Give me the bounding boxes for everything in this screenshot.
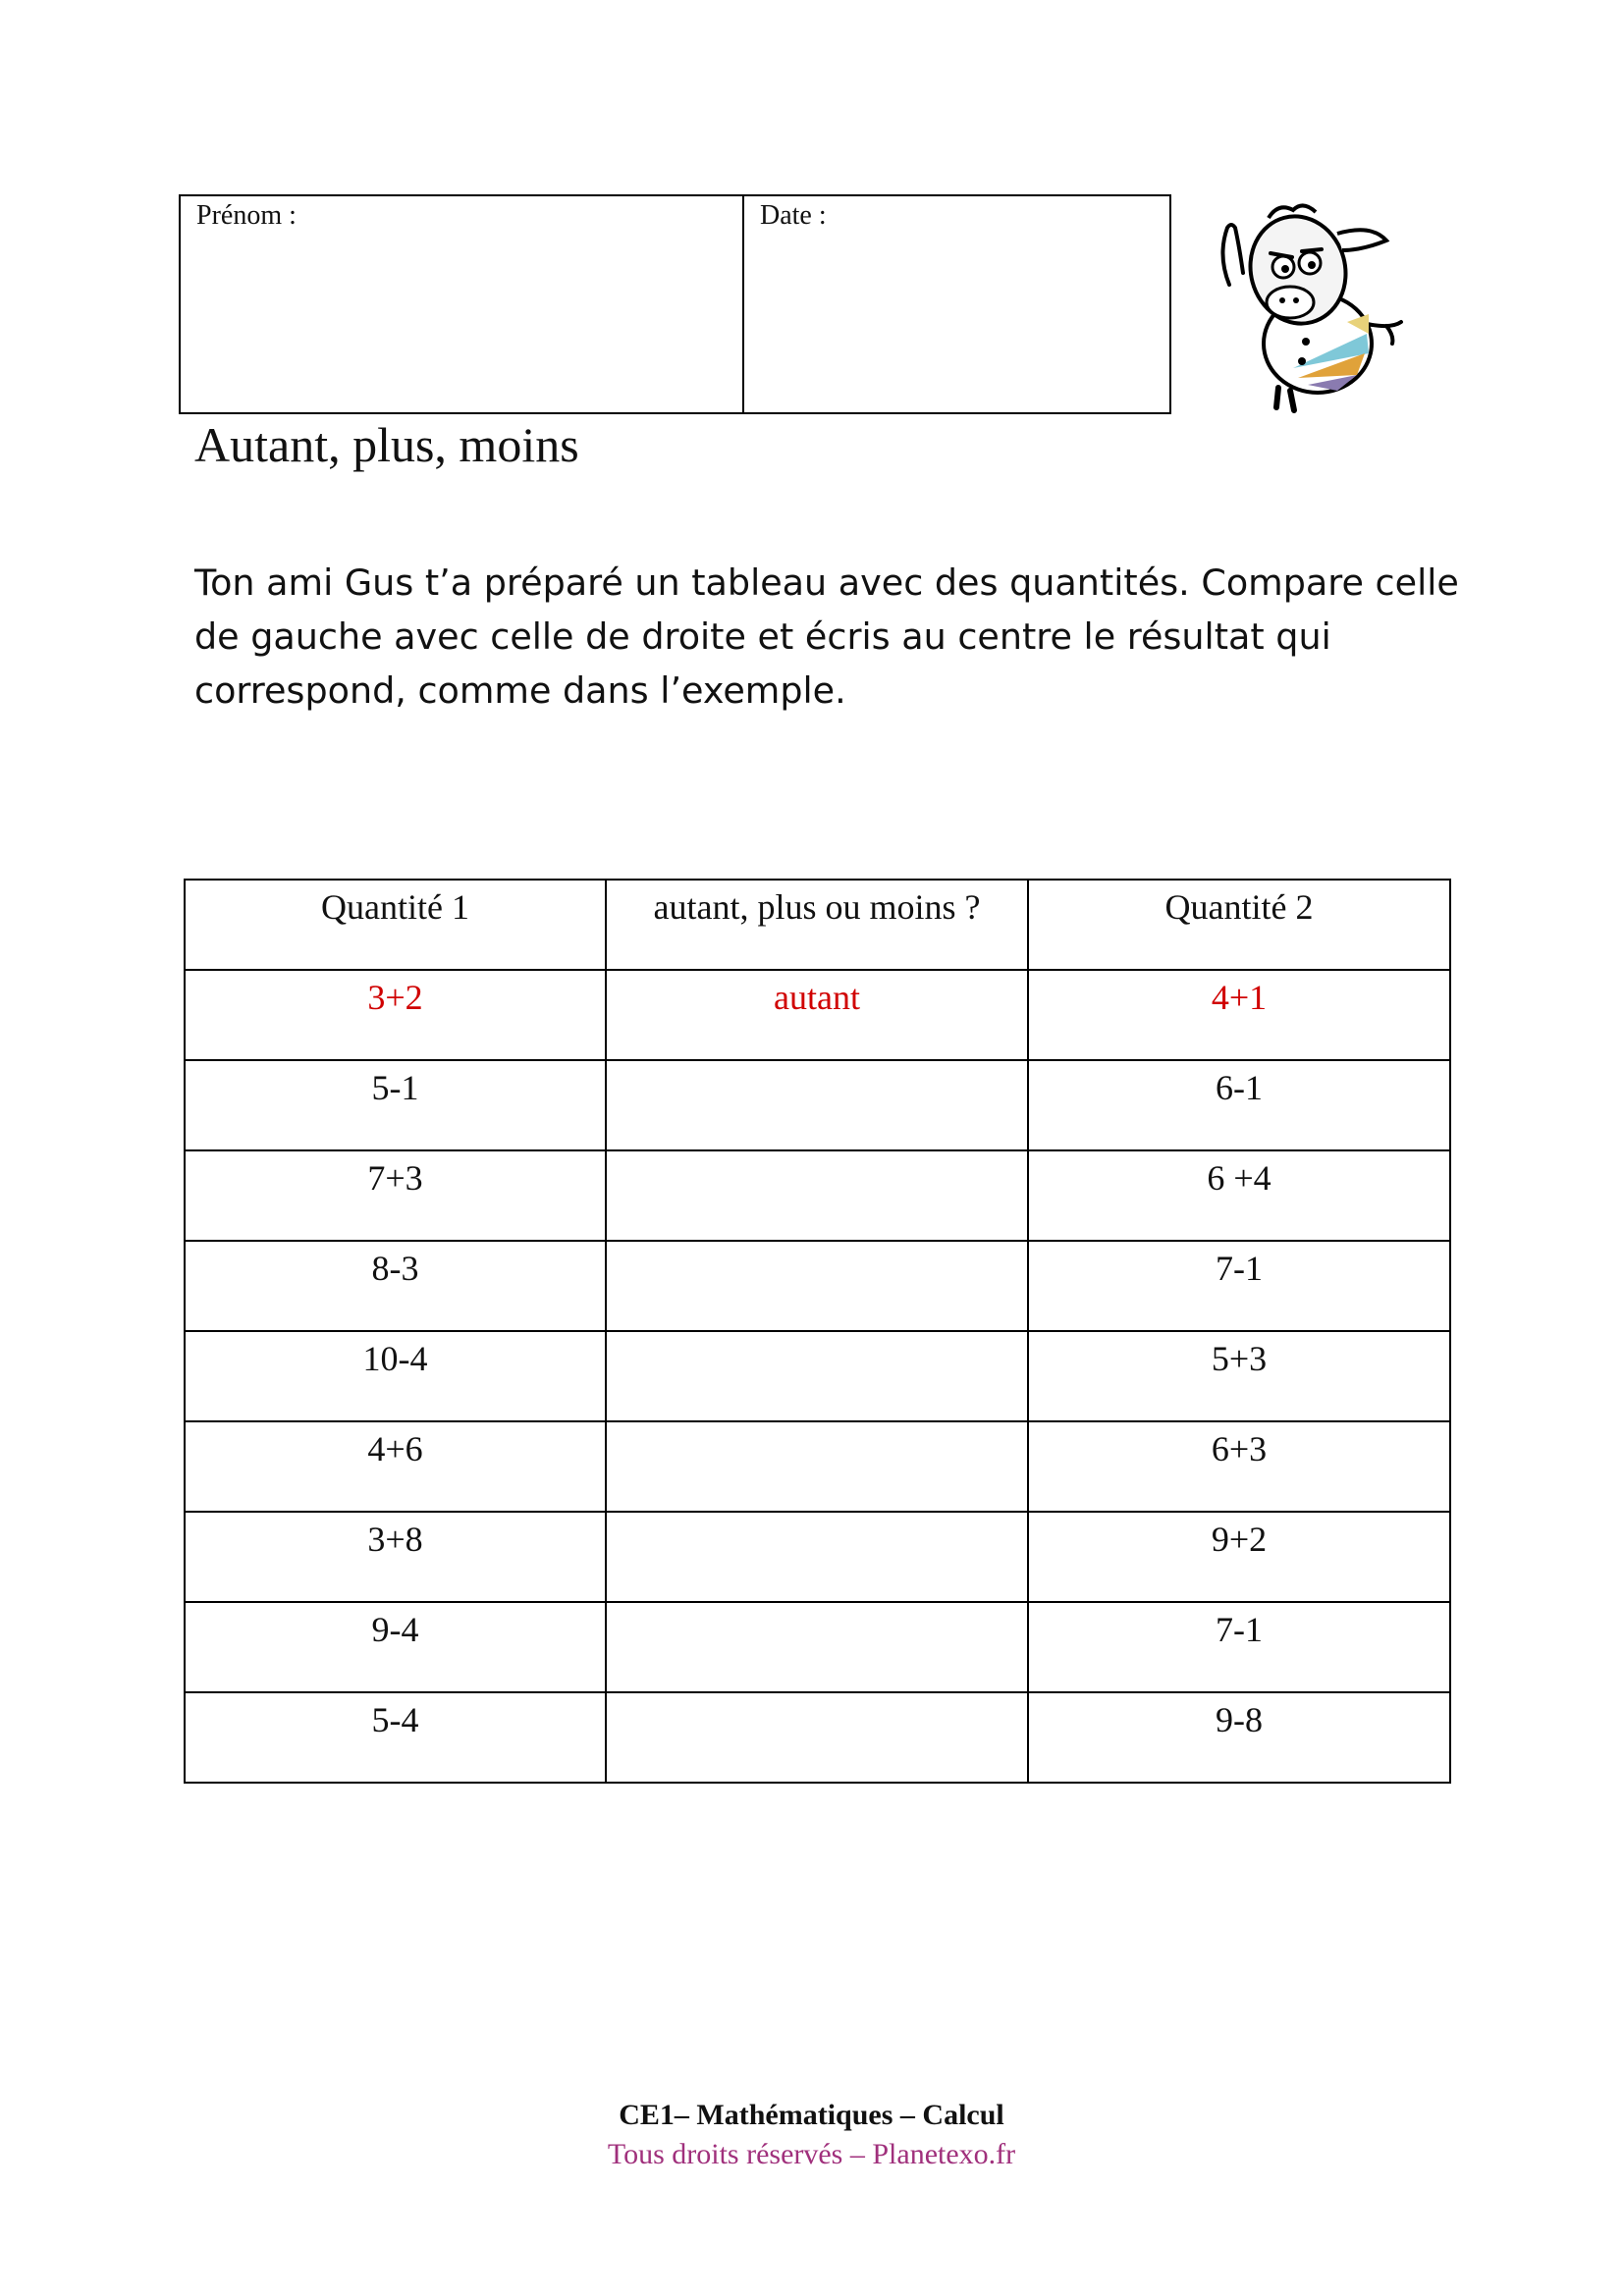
table-row xyxy=(185,1692,1450,1783)
student-info-box xyxy=(179,194,1171,414)
quantity-2-cell: 6+3 xyxy=(1028,1421,1450,1512)
page-title: Autant, plus, moins xyxy=(194,417,579,472)
prenom-field[interactable] xyxy=(181,196,744,412)
quantity-2-cell: 7-1 xyxy=(1028,1241,1450,1331)
quantity-1-cell: 5-4 xyxy=(185,1692,606,1783)
date-label: Date : xyxy=(760,200,827,231)
quantity-2-cell: 9+2 xyxy=(1028,1512,1450,1602)
header-comparison: autant, plus ou moins ? xyxy=(606,880,1028,970)
table-row xyxy=(185,1602,1450,1692)
table-row xyxy=(185,1512,1450,1602)
answer-cell[interactable] xyxy=(606,1512,1028,1602)
comparison-table xyxy=(184,879,1451,1784)
quantity-1-cell: 7+3 xyxy=(185,1150,606,1241)
quantity-1-cell: 3+8 xyxy=(185,1512,606,1602)
quantity-2-cell: 6-1 xyxy=(1028,1060,1450,1150)
table-row xyxy=(185,1060,1450,1150)
table-row-example xyxy=(185,970,1450,1060)
quantity-2-cell: 7-1 xyxy=(1028,1602,1450,1692)
table-header-row xyxy=(185,880,1450,970)
instructions-text: Ton ami Gus t’a préparé un tableau avec des quantités. Compare celle de gauche avec celle de droite et écris au centre le résultat qui correspond, comme dans l’exemple. xyxy=(194,561,1459,712)
answer-cell[interactable] xyxy=(606,1421,1028,1512)
table-row xyxy=(185,1331,1450,1421)
quantity-1-cell: 8-3 xyxy=(185,1241,606,1331)
quantity-1-cell: 9-4 xyxy=(185,1602,606,1692)
answer-cell[interactable] xyxy=(606,1241,1028,1331)
sheep-mascot-icon xyxy=(1200,196,1411,417)
quantity-2-cell: 9-8 xyxy=(1028,1692,1450,1783)
quantity-1-cell: 10-4 xyxy=(185,1331,606,1421)
header-quantite-2: Quantité 2 xyxy=(1028,880,1450,970)
answer-cell[interactable] xyxy=(606,1692,1028,1783)
footer-subject: CE1– Mathématiques – Calcul xyxy=(619,2099,1004,2131)
quantity-1-cell: 5-1 xyxy=(185,1060,606,1150)
table-row xyxy=(185,1150,1450,1241)
table-row xyxy=(185,1421,1450,1512)
table-row xyxy=(185,1241,1450,1331)
answer-cell[interactable] xyxy=(606,1602,1028,1692)
header-quantite-1: Quantité 1 xyxy=(185,880,606,970)
answer-cell: autant xyxy=(606,970,1028,1060)
prenom-label: Prénom : xyxy=(196,200,297,231)
quantity-2-cell: 6 +4 xyxy=(1028,1150,1450,1241)
quantity-2-cell: 5+3 xyxy=(1028,1331,1450,1421)
date-field[interactable] xyxy=(744,196,1169,412)
quantity-2-cell: 4+1 xyxy=(1028,970,1450,1060)
answer-cell[interactable] xyxy=(606,1060,1028,1150)
footer-copyright: Tous droits réservés – Planetexo.fr xyxy=(607,2138,1016,2170)
answer-cell[interactable] xyxy=(606,1331,1028,1421)
quantity-1-cell: 3+2 xyxy=(185,970,606,1060)
quantity-1-cell: 4+6 xyxy=(185,1421,606,1512)
answer-cell[interactable] xyxy=(606,1150,1028,1241)
